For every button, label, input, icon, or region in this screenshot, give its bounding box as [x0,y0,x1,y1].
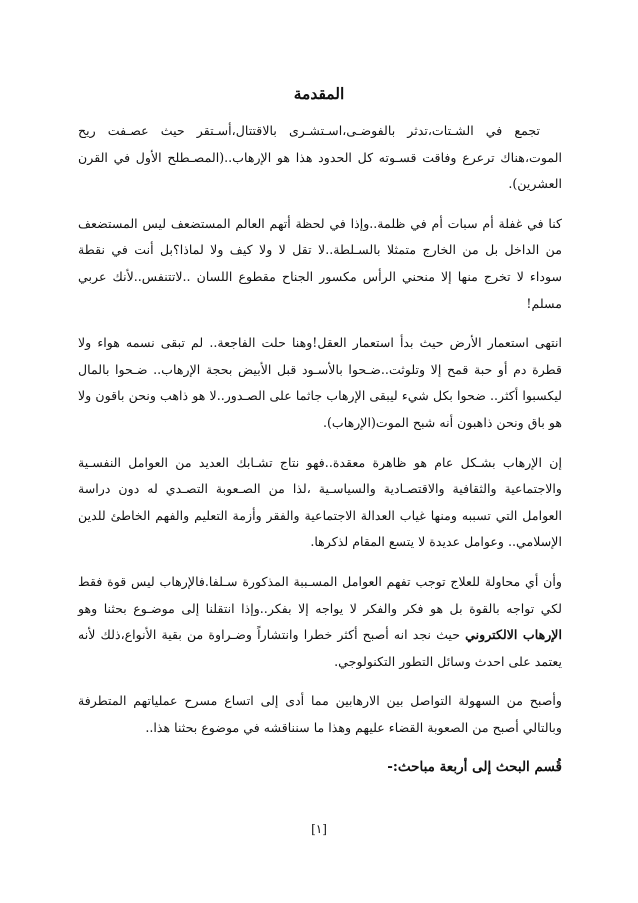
paragraph-5-text-start: وأن أي محاولة للعلاج توجب تفهم العوامل المسـببة المذكورة سـلفا.فالإرهاب ليس قوة فقط لكي تواجه بالقوة بل هو فكر والفكر لا يواجه إلا بفكر..وإذا انتقلنا إلى موضـوع بحثنا وهو [78,573,562,616]
section-heading: قُسم البحث إلى أربعة مباحث:- [387,759,562,776]
paragraph-6: وأصبح من السهولة التواصل بين الارهابين مما أدى إلى اتساع مسرح عملياتهم المتطرفة وبالتالي أصبح من الصعوبة القضاء عليهم وهذا ما سنناقشه في موضوع بحثنا هذا.. [78,693,562,735]
emphasized-term: الإرهاب الالكتروني [465,627,562,643]
paragraph-3: انتهى استعمار الأرض حيث بدأ استعمار العقل!وهنا حلت الفاجعة.. لم تبقى نسمه هواء ولا قطرة دم أو حبة قمح إلا وتلوثت..ضـحوا بالأسـود قبل الأبيض بحجة الإرهاب.. ضـحوا بالمال ليكسبوا أكثر.. ضحوا بكل شيء ليبقى الإرهاب جاثما على الصـدور..لا هو ذاهب ونحن باقون ولا هو باق ونحن ذاهبون أنه شبح الموت(الإرهاب). [78,335,562,430]
document-body [78,118,562,781]
page-number: [١] [311,822,327,836]
paragraph-1: تجمع في الشـتات،تدثر بالفوضـى،اسـتشـرى بالاقتتال،أسـتقر حيث عصـفت ريح الموت،هناك ترعرع وفاقت قسـوته كل الحدود هذا هو الإرهاب..(المصـطلح الأول في القرن العشرين). [78,123,562,192]
paragraph-4: إن الإرهاب بشـكل عام هو ظاهرة معقدة..فهو نتاج تشـابك العديد من العوامل النفسـية والاجتماعية والثقافية والاقتصـادية والسياسـية ،لذا من الصـعوبة التصـدي له دون دراسة العوامل التي تسببه ومنها غياب العدالة الاجتماعية والفقر وأزمة التعليم والفهم الخاطئ للدين الإسلامي.. وعوامل عديدة لا يتسع المقام لذكرها. [78,454,562,550]
paragraph-5-text-end: حيث نجد انه أصبح أكثر خطرا وانتشاراً وضـراوة من بقية الأنواع،ذلك لأنه يعتمد على احدث وسائل التطور التكنولوجي. [78,627,562,669]
paragraph-5 [78,569,562,675]
paragraph-2: كنا في غفلة أم سبات أم في ظلمة..وإذا في لحظة أتهم العالم المستضعف ليس المستضعف من الداخل بل من الخارج متمثلا بالسـلطة..لا تقل لا ولا كيف ولا لماذا؟بل أنت في نقطة سوداء لا تخرج منها إلا منحني الرأس مكسور الجناح مقطوع اللسان ..لاتتنفس..لأنك عربي مسلم! [78,215,562,311]
page-title: المقدمة [293,84,345,103]
